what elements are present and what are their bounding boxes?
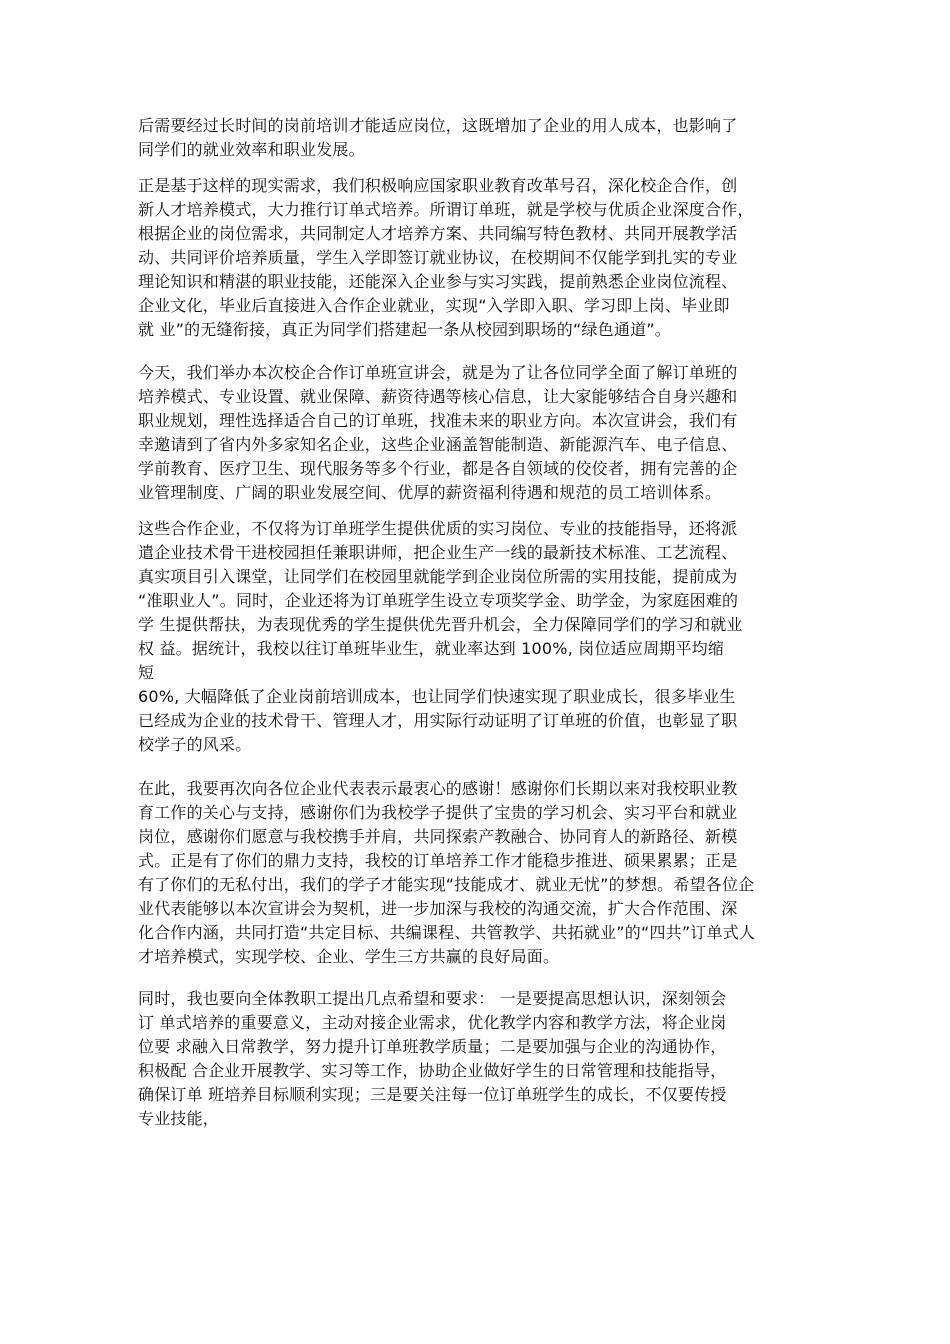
text-line: 才培养模式，实现学校、企业、学生三方共赢的良好局面。: [138, 947, 560, 966]
text-line: 企业文化，毕业后直接进入合作企业就业，实现“入学即入职、学习即上岗、毕业即: [138, 296, 730, 315]
paragraph: [138, 517, 818, 757]
text-line: 60%, 大幅降低了企业岗前培训成本，也让同学们快速实现了职业成长，很多毕业生: [138, 687, 736, 706]
text-line: 确保订单 班培养目标顺利实现；三是要关注每一位订单班学生的成长，不仅要传授: [138, 1085, 727, 1104]
text-line: 岗位，感谢你们愿意与我校携手并肩，共同探索产教融合、协同育人的新路径、新模: [138, 827, 738, 846]
text-line: 今天，我们举办本次校企合作订单班宣讲会，就是为了让各位同学全面了解订单班的: [138, 363, 738, 382]
text-line: 培养模式、专业设置、就业保障、薪资待遇等核心信息，让大家能够结合自身兴趣和: [138, 387, 738, 406]
text-line: 专业技能，: [138, 1109, 220, 1128]
text-line: 正是基于这样的现实需求，我们积极响应国家职业教育改革号召，深化校企合作，创: [138, 176, 738, 195]
text-line: 职业规划，理性选择适合自己的订单班，找准未来的职业方向。本次宣讲会，我们有: [138, 411, 738, 430]
text-line: 权 益。据统计，我校以往订单班毕业生，就业率达到 100%, 岗位适应周期平均缩: [138, 639, 725, 658]
text-line: 式。正是有了你们的鼎力支持，我校的订单培养工作才能稳步推进、硕果累累；正是: [138, 851, 738, 870]
text-line: 同时，我也要向全体教职工提出几点希望和要求： 一是要提高思想认识，深刻领会: [138, 989, 727, 1008]
text-line: 积极配 合企业开展教学、实习等工作，协助企业做好学生的日常管理和技能指导，: [138, 1061, 727, 1080]
paragraph: [138, 174, 818, 342]
text-line: 同学们的就业效率和职业发展。: [138, 140, 365, 159]
text-line: 学 生提供帮扶，为表现优秀的学生提供优先晋升机会，全力保障同学们的学习和就业: [138, 615, 743, 634]
text-line: 有了你们的无私付出，我们的学子才能实现“技能成才、就业无忧”的梦想。希望各位企: [138, 875, 755, 894]
text-line: 根据企业的岗位需求，共同制定人才培养方案、共同编写特色教材、共同开展教学活: [138, 224, 738, 243]
text-line: 业代表能够以本次宣讲会为契机，进一步加深与我校的沟通交流，扩大合作范围、深: [138, 899, 738, 918]
text-line: 位要 求融入日常教学，努力提升订单班教学质量；二是要加强与企业的沟通协作，: [138, 1037, 727, 1056]
text-line: 新人才培养模式，大力推行订单式培养。所谓订单班，就是学校与优质企业深度合作，: [138, 200, 754, 219]
text-line: 在此，我要再次向各位企业代表表示最衷心的感谢！感谢你们长期以来对我校职业教: [138, 779, 738, 798]
text-line: 幸邀请到了省内外多家知名企业，这些企业涵盖智能制造、新能源汽车、电子信息、: [138, 435, 738, 454]
text-line: 短: [138, 663, 155, 682]
text-line: “准职业人”。同时，企业还将为订单班学生设立专项奖学金、助学金，为家庭困难的: [138, 591, 739, 610]
paragraph: [138, 361, 818, 505]
text-line: 后需要经过长时间的岗前培训才能适应岗位，这既增加了企业的用人成本，也影响了: [138, 116, 738, 135]
paragraph: [138, 114, 818, 162]
text-line: 就 业”的无缝衔接，真正为同学们搭建起一条从校园到职场的“绿色通道”。: [138, 320, 671, 339]
text-line: 遣企业技术骨干进校园担任兼职讲师，把企业生产一线的最新技术标准、工艺流程、: [138, 543, 738, 562]
text-line: 理论知识和精湛的职业技能，还能深入企业参与实习实践，提前熟悉企业岗位流程、: [138, 272, 738, 291]
text-line: 校学子的风采。: [138, 735, 252, 754]
text-line: 已经成为企业的技术骨干、管理人才，用实际行动证明了订单班的价值，也彰显了职: [138, 711, 738, 730]
paragraph: [138, 777, 818, 969]
text-line: 这些合作企业，不仅将为订单班学生提供优质的实习岗位、专业的技能指导，还将派: [138, 519, 738, 538]
text-line: 真实项目引入课堂，让同学们在校园里就能学到企业岗位所需的实用技能，提前成为: [138, 567, 738, 586]
text-line: 化合作内涵，共同打造“共定目标、共编课程、共管教学、共拓就业”的“四共”订单式人: [138, 923, 756, 942]
text-line: 订 单式培养的重要意义，主动对接企业需求，优化教学内容和教学方法，将企业岗: [138, 1013, 727, 1032]
text-line: 动、共同评价培养质量，学生入学即签订就业协议，在校期间不仅能学到扎实的专业: [138, 248, 738, 267]
text-line: 学前教育、医疗卫生、现代服务等多个行业，都是各自领域的佼佼者，拥有完善的企: [138, 459, 738, 478]
text-line: 业管理制度、广阔的职业发展空间、优厚的薪资福利待遇和规范的员工培训体系。: [138, 483, 722, 502]
paragraph: [138, 987, 818, 1131]
text-line: 育工作的关心与支持，感谢你们为我校学子提供了宝贵的学习机会、实习平台和就业: [138, 803, 738, 822]
